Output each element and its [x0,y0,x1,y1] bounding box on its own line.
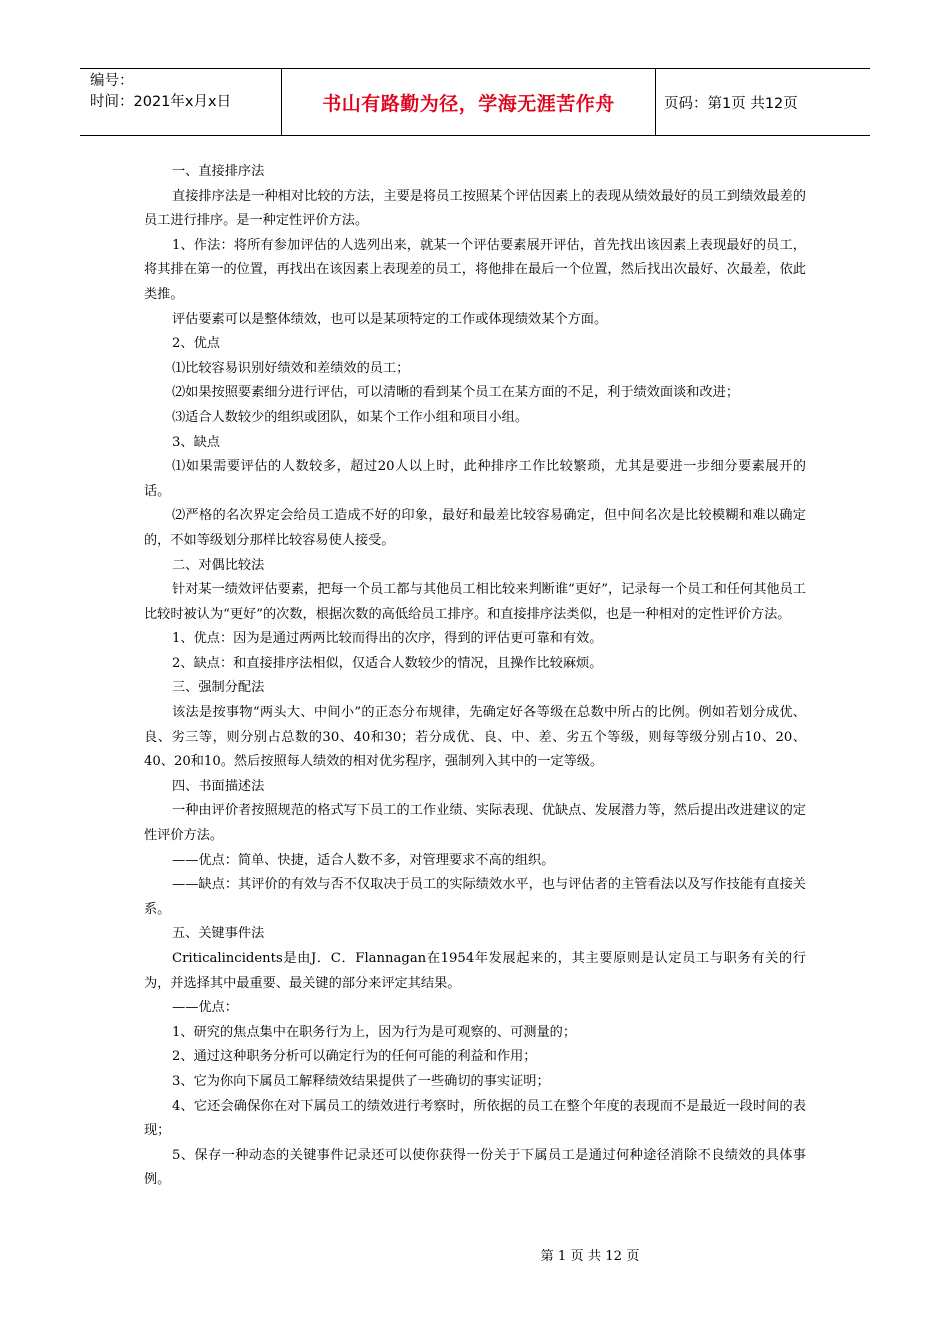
paragraph: ——优点： [172,1000,238,1016]
section-heading: 一、直接排序法 [172,164,265,179]
section-heading: 五、关键事件法 [172,926,265,942]
section-heading: 四、书面描述法 [172,778,265,794]
list-item: ⑶适合人数较少的组织或团队，如某个工作小组和项目小组。 [172,409,529,425]
paragraph: 直接排序法是一种相对比较的方法，主要是将员工按照某个评估因素上的表现从绩效最好的员工到绩效最差的员工进行排序。是一种定性评价方法。 [144,188,806,229]
header-page-info: 页码：第1页 共12页 [664,95,798,112]
paragraph: 该法是按事物“两头大、中间小”的正态分布规律，先确定好各等级在总数中所占的比例。例如若划分成优、良、劣三等，则分别占总数的30、40和30；若分成优、良、中、差、劣五个等级，则每等级分别占10、20、40、20和10。然后按照每人绩效的相对优劣程序，强制列入其中的一定等级。 [144,705,806,770]
paragraph: 1、作法：将所有参加评估的人选列出来，就某一个评估要素展开评估，首先找出该因素上表现最好的员工，将其排在第一的位置，再找出在该因素上表现差的员工，将他排在最后一个位置，然后找出次最好、次最差，依此类推。 [144,237,806,302]
list-item: 4、它还会确保你在对下属员工的绩效进行考察时，所依据的员工在整个年度的表现而不是最近一段时间的表现； [144,1098,806,1139]
list-item: ⑵如果按照要素细分进行评估，可以清晰的看到某个员工在某方面的不足，利于绩效面谈和改进； [172,385,740,401]
document-number-label: 编号： [90,73,134,89]
list-item: ⑴如果需要评估的人数较多，超过20人以上时，此种排序工作比较繁琐，尤其是要进一步细分要素展开的话。 [144,459,806,499]
list-item: 2、通过这种职务分析可以确定行为的任何可能的利益和作用； [172,1049,537,1065]
list-item: ⑵严格的名次界定会给员工造成不好的印象，最好和最差比较容易确定，但中间名次是比较模糊和难以确定的，不如等级划分那样比较容易使人接受。 [144,508,806,548]
document-date: 时间：2021年x月x日 [90,94,232,110]
section-heading: 二、对偶比较法 [172,557,265,573]
paragraph: 针对某一绩效评估要素，把每一个员工都与其他员工相比较来判断谁“更好”，记录每一个员工和任何其他员工比较时被认为“更好”的次数，根据次数的高低给员工排序。和直接排序法类似，也是一种相对的定性评价方法。 [144,582,806,622]
header-motto: 书山有路勤为径，学海无涯苦作舟 [282,69,656,135]
section-heading: 三、强制分配法 [172,680,265,696]
list-item: 3、它为你向下属员工解释绩效结果提供了一些确切的事实证明； [172,1073,550,1089]
document-body [144,160,806,1193]
list-item: 1、研究的焦点集中在职务行为上，因为行为是可观察的、可测量的； [172,1024,577,1040]
paragraph: Criticalincidents是由J．C．Flannagan在1954年发展起来的，其主要原则是认定员工与职务有关的行为，并选择其中最重要、最关键的部分来评定其结果。 [144,951,806,991]
subheading: 2、优点 [172,336,220,352]
page-header [80,68,870,136]
list-item: ⑴比较容易识别好绩效和差绩效的员工； [172,360,410,376]
paragraph: 一种由评价者按照规范的格式写下员工的工作业绩、实际表现、优缺点、发展潜力等，然后提出改进建议的定性评价方法。 [144,803,806,844]
header-meta [80,69,282,135]
list-item: 5、保存一种动态的关键事件记录还可以使你获得一份关于下属员工是通过何种途径消除不良绩效的具体事例。 [144,1147,806,1188]
paragraph: 评估要素可以是整体绩效，也可以是某项特定的工作或体现绩效某个方面。 [172,311,608,327]
page-footer: 第 1 页 共 12 页 [540,1249,640,1264]
paragraph: 1、优点：因为是通过两两比较而得出的次序，得到的评估更可靠和有效。 [172,631,603,647]
paragraph: ——缺点：其评价的有效与否不仅取决于员工的实际绩效水平，也与评估者的主管看法以及写作技能有直接关系。 [144,877,806,917]
paragraph: 2、缺点：和直接排序法相似，仅适合人数较少的情况，且操作比较麻烦。 [172,655,603,671]
subheading: 3、缺点 [172,434,220,450]
paragraph: ——优点：简单、快捷，适合人数不多，对管理要求不高的组织。 [172,852,555,868]
